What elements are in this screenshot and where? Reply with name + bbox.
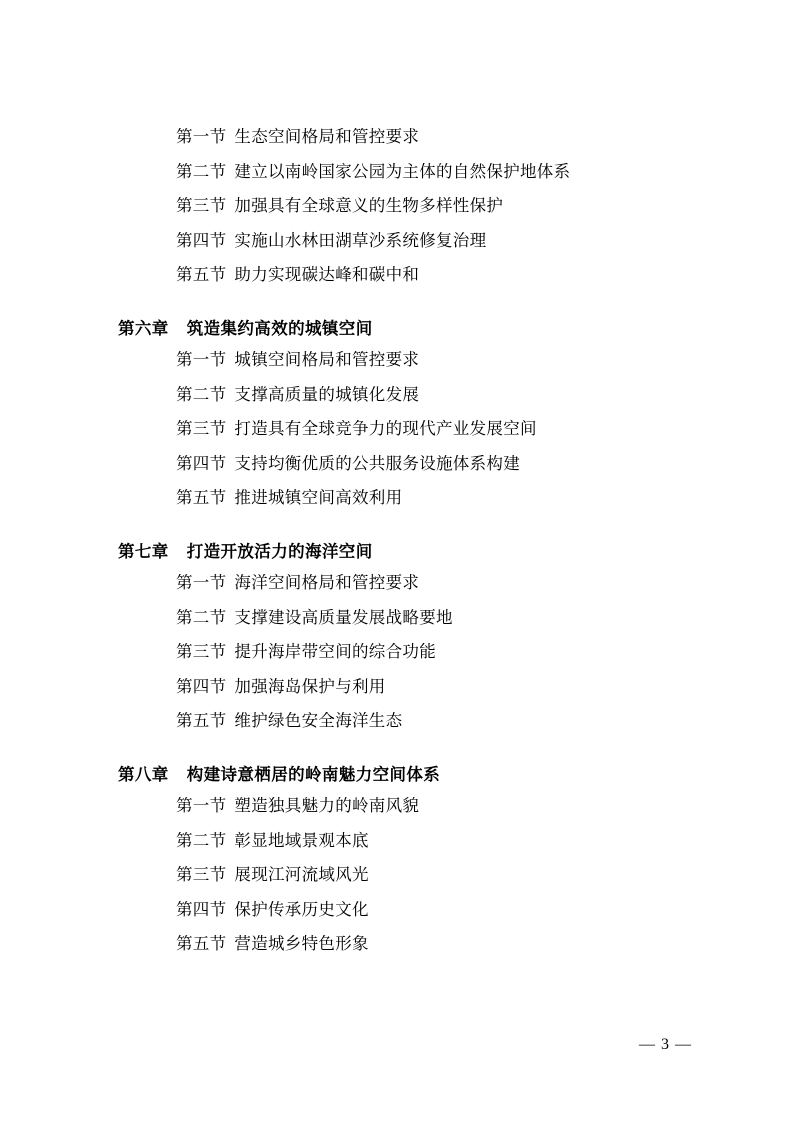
toc-section-title: 海洋空间格局和管控要求 (234, 573, 420, 592)
toc-section-entry[interactable] (176, 120, 690, 155)
toc-section-number: 第二节 (176, 830, 227, 850)
toc-chapter-number: 第六章 (118, 318, 169, 338)
toc-section-entry[interactable] (176, 258, 690, 293)
toc-block-gap (118, 301, 690, 315)
toc-section-entry[interactable] (176, 670, 690, 705)
toc-section-entry[interactable] (176, 224, 690, 259)
toc-section-title: 实施山水林田湖草沙系统修复治理 (234, 230, 487, 250)
toc-section-title: 塑造独具魅力的岭南风貌 (234, 796, 420, 815)
toc-section-title: 营造城乡特色形象 (234, 934, 369, 953)
toc-section-number: 第四节 (176, 230, 227, 250)
toc-section-number: 第三节 (176, 865, 227, 884)
page-number: — 3 — (639, 1036, 692, 1053)
toc-block-gap (118, 747, 690, 761)
toc-chapter-title: 筑造集约高效的城镇空间 (186, 318, 373, 338)
toc-section-number: 第四节 (176, 899, 227, 919)
toc-chapter-block (118, 315, 690, 516)
toc-section-entry[interactable] (176, 893, 690, 928)
toc-section-title: 打造具有全球竞争力的现代产业发展空间 (234, 419, 537, 438)
toc-chapter-title: 构建诗意栖居的岭南魅力空间体系 (186, 764, 441, 784)
toc-section-number: 第五节 (176, 488, 227, 507)
toc-section-title: 展现江河流域风光 (234, 865, 369, 884)
toc-chapter-entry[interactable] (118, 761, 690, 790)
toc-chapter-entry[interactable] (118, 538, 690, 567)
toc-chapter-number: 第七章 (118, 541, 169, 561)
toc-section-title: 支撑高质量的城镇化发展 (234, 384, 420, 404)
toc-section-number: 第五节 (176, 711, 227, 730)
toc-section-number: 第一节 (176, 350, 227, 369)
toc-section-entry[interactable] (176, 704, 690, 739)
toc-section-title: 保护传承历史文化 (234, 899, 369, 919)
toc-chapter-title: 打造开放活力的海洋空间 (186, 541, 373, 561)
toc-section-title: 彰显地域景观本底 (234, 830, 369, 850)
toc-section-number: 第三节 (176, 196, 227, 215)
toc-section-number: 第二节 (176, 607, 227, 627)
toc-section-title: 建立以南岭国家公园为主体的自然保护地体系 (234, 161, 571, 181)
toc-section-number: 第四节 (176, 453, 227, 473)
toc-section-number: 第二节 (176, 161, 227, 181)
toc-chapter-block (118, 538, 690, 739)
toc-section-title: 支撑建设高质量发展战略要地 (234, 607, 453, 627)
toc-section-number: 第三节 (176, 642, 227, 661)
toc-section-entry[interactable] (176, 824, 690, 859)
toc-section-title: 提升海岸带空间的综合功能 (234, 642, 437, 661)
toc-section-entry[interactable] (176, 189, 690, 224)
toc-section-entry[interactable] (176, 447, 690, 482)
toc-section-title: 助力实现碳达峰和碳中和 (234, 265, 420, 284)
toc-section-title: 生态空间格局和管控要求 (234, 127, 420, 146)
toc-section-number: 第三节 (176, 419, 227, 438)
toc-chapter-block (118, 761, 690, 962)
toc-section-number: 第一节 (176, 573, 227, 592)
toc-chapter-number: 第八章 (118, 764, 169, 784)
toc-section-entry[interactable] (176, 927, 690, 962)
toc-section-number: 第二节 (176, 384, 227, 404)
toc-section-entry[interactable] (176, 858, 690, 893)
toc-section-title: 加强海岛保护与利用 (234, 676, 386, 696)
toc-chapter-block (118, 120, 690, 293)
toc-section-title: 城镇空间格局和管控要求 (234, 350, 420, 369)
toc-section-entry[interactable] (176, 566, 690, 601)
toc-section-title: 维护绿色安全海洋生态 (234, 711, 403, 730)
toc-section-entry[interactable] (176, 635, 690, 670)
toc-section-number: 第一节 (176, 127, 227, 146)
toc-section-entry[interactable] (176, 378, 690, 413)
toc-section-entry[interactable] (176, 412, 690, 447)
toc-section-title: 加强具有全球意义的生物多样性保护 (234, 196, 504, 215)
toc-section-number: 第五节 (176, 934, 227, 953)
table-of-contents (118, 120, 690, 962)
toc-section-entry[interactable] (176, 789, 690, 824)
toc-section-entry[interactable] (176, 601, 690, 636)
toc-chapter-entry[interactable] (118, 315, 690, 344)
toc-section-entry[interactable] (176, 155, 690, 190)
toc-section-number: 第五节 (176, 265, 227, 284)
toc-section-number: 第一节 (176, 796, 227, 815)
toc-section-entry[interactable] (176, 481, 690, 516)
toc-section-entry[interactable] (176, 343, 690, 378)
toc-block-gap (118, 524, 690, 538)
toc-section-number: 第四节 (176, 676, 227, 696)
toc-section-title: 推进城镇空间高效利用 (234, 488, 403, 507)
toc-section-title: 支持均衡优质的公共服务设施体系构建 (234, 453, 521, 473)
